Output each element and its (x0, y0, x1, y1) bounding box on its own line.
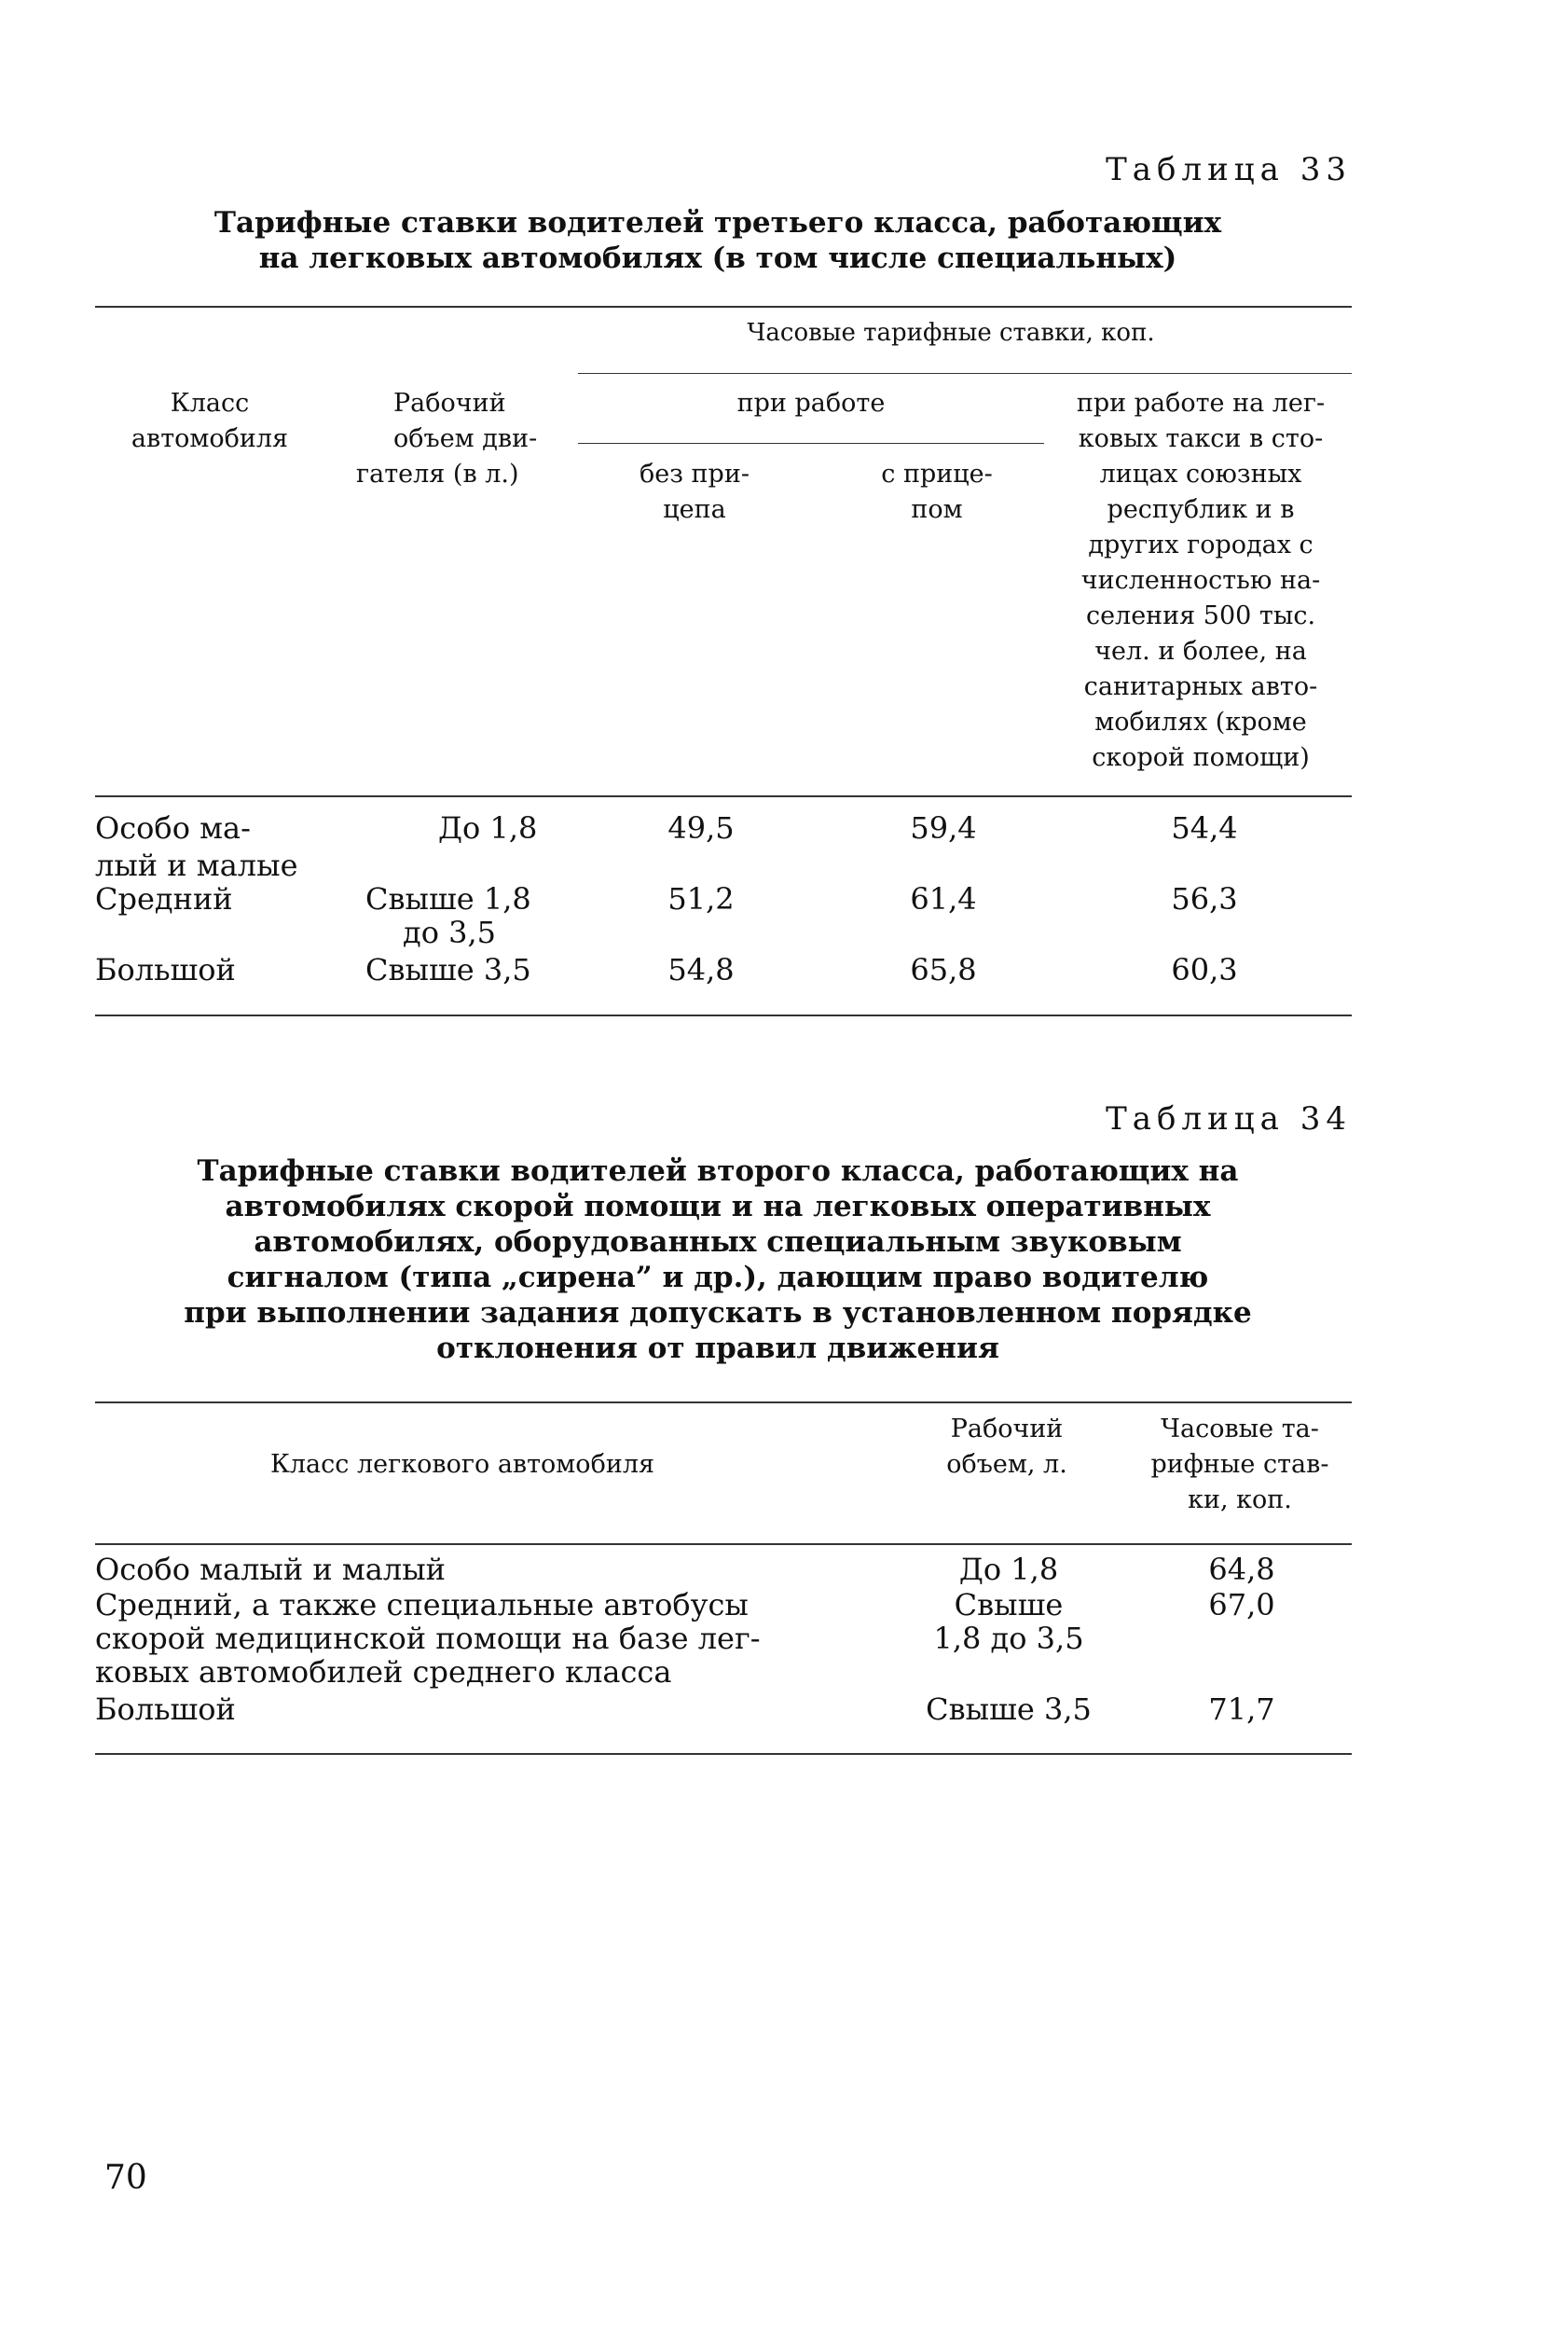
caption-line: автомобилях скорой помощи и на легковых оперативных (225, 1190, 1211, 1223)
table-row-volume: Свыше 1,8 до 3,5 (933, 1587, 1084, 1656)
caption-line: на легковых автомобилях (в том числе специальных) (258, 242, 1177, 275)
table-34-top-rule (95, 1401, 1352, 1403)
table-34-body (95, 1551, 1352, 1746)
table-row-volume: До 1,8 (438, 810, 538, 846)
table-cell-rate: 71,7 (1208, 1691, 1275, 1727)
rates-header-rule (578, 373, 1352, 374)
table-row-class: Средний (95, 881, 233, 917)
table-row-class: Особо ма- лый и малые (95, 810, 298, 883)
table-34-caption (168, 1153, 1268, 1366)
table-cell-taxi: 60,3 (1171, 952, 1238, 987)
table-cell-no-trailer: 51,2 (667, 881, 735, 917)
table-cell-with-trailer: 65,8 (910, 952, 977, 987)
with-trailer-header: с прице- пом (881, 460, 993, 524)
table-cell-taxi: 56,3 (1171, 881, 1238, 917)
at-work-header: при работе (736, 389, 886, 418)
volume-header: Рабочий объем, л. (946, 1415, 1067, 1479)
table-cell-taxi: 54,4 (1171, 810, 1238, 846)
caption-line: автомобилях, оборудованных специальным звуковым (254, 1225, 1182, 1259)
table-33-number: Таблица 33 (1106, 151, 1352, 188)
table-cell-rate: 67,0 (1208, 1587, 1275, 1622)
no-trailer-header: без при- цепа (640, 460, 750, 524)
table-row-class: Средний, а также специальные автобусы скорой медицинской помощи на базе лег- ковых автомобилей среднего класса (95, 1587, 761, 1690)
caption-line: отклонения от правил движения (436, 1332, 999, 1365)
caption-line: Тарифные ставки водителей третьего класса, работающих (213, 206, 1222, 240)
table-cell-rate: 64,8 (1208, 1552, 1275, 1587)
at-work-header-rule (578, 443, 1044, 444)
caption-line: при выполнении задания допускать в установленном порядке (184, 1296, 1252, 1330)
table-34-number: Таблица 34 (1106, 1100, 1352, 1138)
class-header: Класс легкового автомобиля (270, 1450, 655, 1479)
table-cell-no-trailer: 54,8 (667, 952, 735, 987)
table-34-bottom-rule (95, 1753, 1352, 1755)
table-33-body (95, 809, 1352, 996)
page-number: 70 (104, 2159, 147, 2197)
table-row-class: Большой (95, 1691, 236, 1727)
class-header: Класс автомобиля (131, 389, 289, 453)
table-row-class: Большой (95, 952, 236, 987)
table-33-caption (168, 205, 1268, 276)
table-cell-with-trailer: 59,4 (910, 810, 977, 846)
table-row-volume: Свыше 1,8 до 3,5 (365, 881, 531, 950)
volume-header: Рабочий объем дви- гателя (в л.) (356, 389, 538, 489)
table-34-header-bottom-rule (95, 1543, 1352, 1545)
table-row-volume: Свыше 3,5 (926, 1691, 1092, 1727)
table-33-top-rule (95, 306, 1352, 308)
rates-header: Часовые та- рифные став- ки, коп. (1150, 1415, 1329, 1514)
caption-line: Тарифные ставки водителей второго класса, работающих на (197, 1154, 1239, 1188)
hourly-rates-header: Часовые тарифные ставки, коп. (747, 319, 1155, 347)
table-cell-no-trailer: 49,5 (667, 810, 735, 846)
table-row-volume: До 1,8 (958, 1552, 1059, 1587)
taxi-header: при работе на лег- ковых такси в сто- лицах союзных республик и в других городах с численностью на- селения 500 тыс. чел. и более, на санитарных авто- мобилях (кроме скорой помощи) (1076, 389, 1326, 772)
table-cell-with-trailer: 61,4 (910, 881, 977, 917)
caption-line: сигналом (типа „сирена” и др.), дающим право водителю (227, 1261, 1209, 1294)
table-row-volume: Свыше 3,5 (365, 952, 531, 987)
table-row-class: Особо малый и малый (95, 1552, 446, 1587)
table-33-header-bottom-rule (95, 795, 1352, 797)
table-33-bottom-rule (95, 1015, 1352, 1016)
